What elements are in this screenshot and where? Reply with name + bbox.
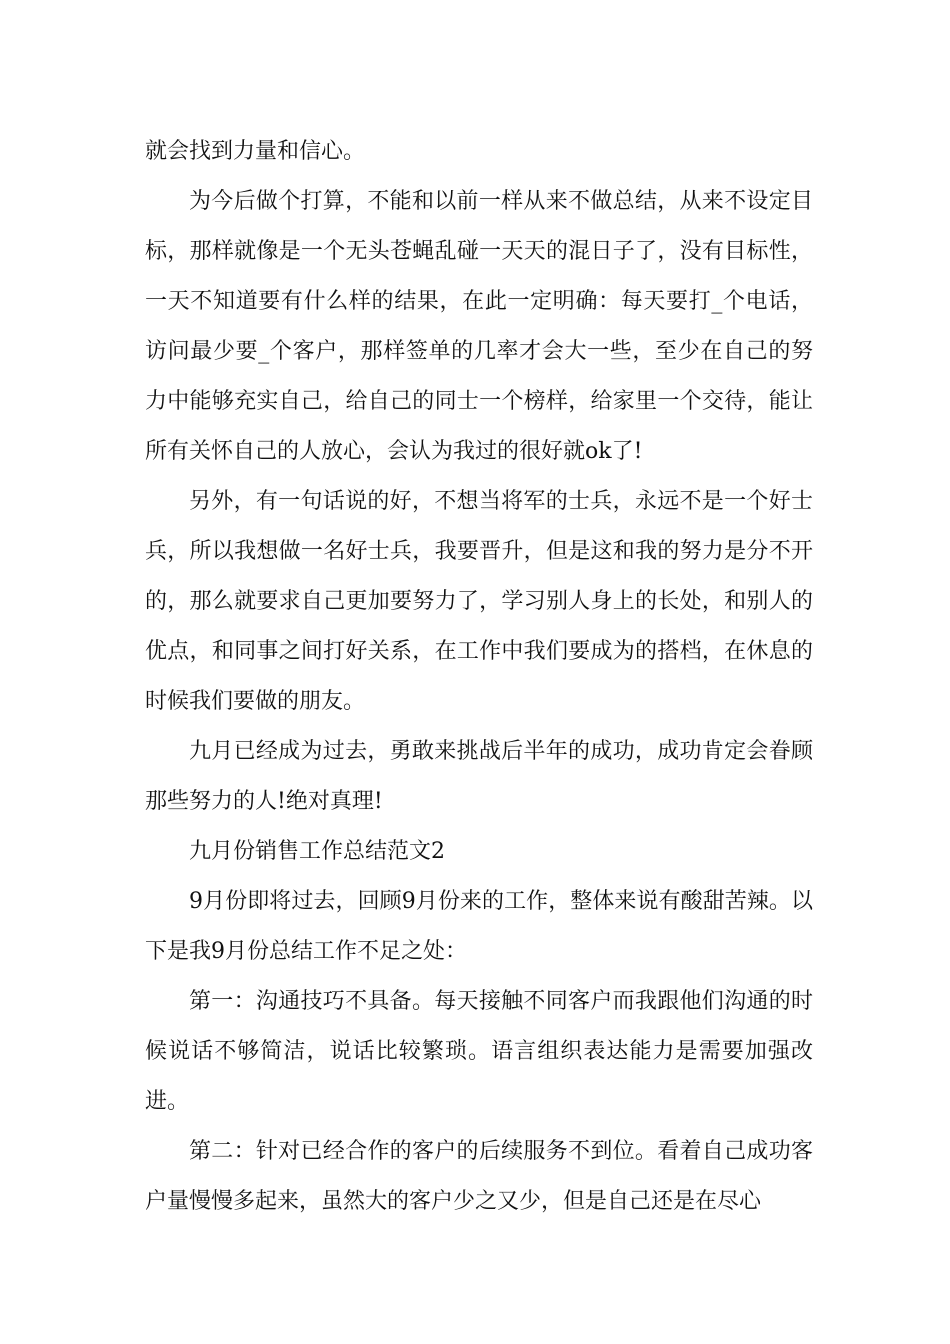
paragraph-5: 9月份即将过去，回顾9月份来的工作，整体来说有酸甜苦辣。以下是我9月份总结工作不足之处： — [145, 889, 813, 964]
paragraph-4: 九月已经成为过去，勇敢来挑战后半年的成功，成功肯定会眷顾那些努力的人!绝对真理! — [145, 739, 813, 814]
paragraph-3: 另外，有一句话说的好，不想当将军的士兵，永远不是一个好士兵，所以我想做一名好士兵，我要晋升，但是这和我的努力是分不开的，那么就要求自己更加要努力了，学习别人身上的长处，和别人的优点，和同事之间打好关系，在工作中我们要成为的搭档，在休息的时候我们要做的朋友。 — [145, 489, 813, 714]
paragraph-7: 第二：针对已经合作的客户的后续服务不到位。看着自己成功客户量慢慢多起来，虽然大的客户少之又少，但是自己还是在尽心 — [145, 1139, 813, 1214]
paragraph-1: 就会找到力量和信心。 — [145, 139, 366, 164]
paragraph-6: 第一：沟通技巧不具备。每天接触不同客户而我跟他们沟通的时候说话不够简洁，说话比较繁琐。语言组织表达能力是需要加强改进。 — [145, 989, 813, 1114]
section-heading: 九月份销售工作总结范文2 — [189, 839, 445, 864]
document-body — [145, 127, 813, 1227]
paragraph-2: 为今后做个打算，不能和以前一样从来不做总结，从来不设定目标，那样就像是一个无头苍蝇乱碰一天天的混日子了，没有目标性，一天不知道要有什么样的结果，在此一定明确：每天要打_个电话，访问最少要_个客户，那样签单的几率才会大一些，至少在自己的努力中能够充实自己，给自己的同士一个榜样，给家里一个交待，能让所有关怀自己的人放心，会认为我过的很好就ok了! — [145, 189, 813, 464]
